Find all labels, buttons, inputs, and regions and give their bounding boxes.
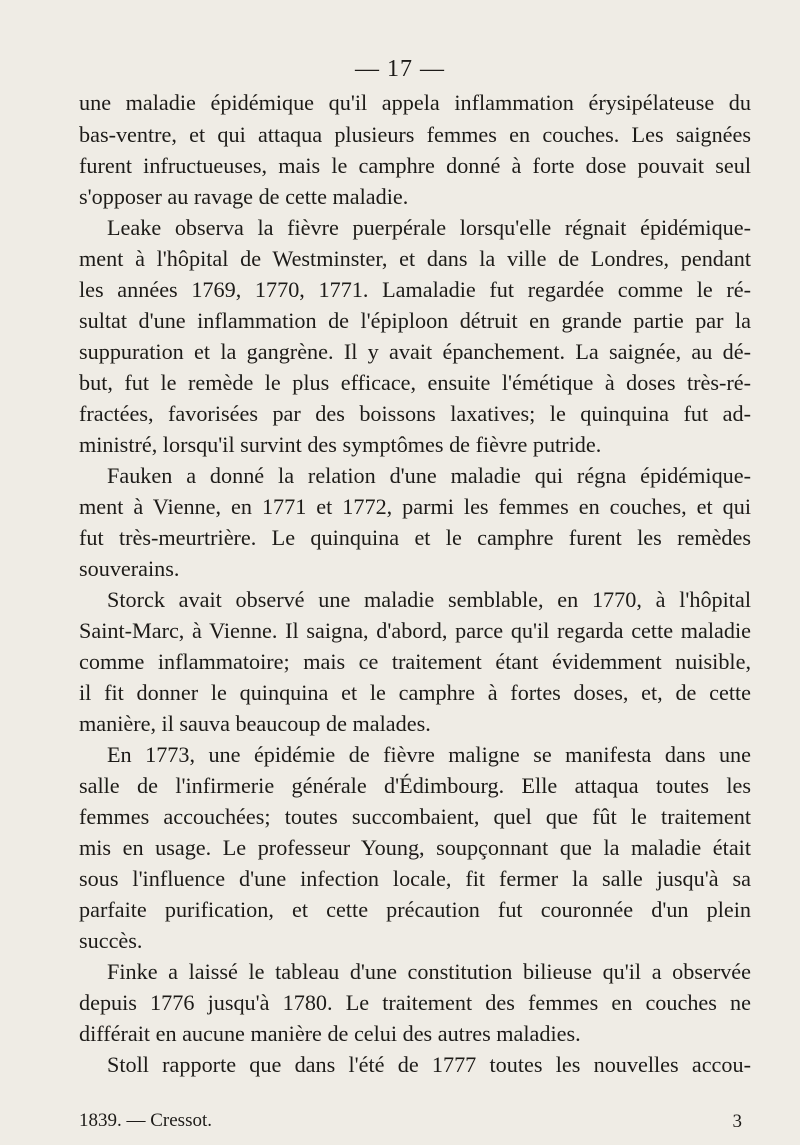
text-line-15: fut très-meurtrière. Le quinquina et le camphre furent les remèdes [79,525,751,550]
text-line-7: les années 1769, 1770, 1771. Lamaladie fut regardée comme le ré- [79,277,751,302]
text-line-13: Fauken a donné la relation d'une maladie qui régna épidémique- [107,463,751,488]
text-line-23: salle de l'infirmerie générale d'Édimbourg. Elle attaqua toutes les [79,773,751,798]
text-line-22: En 1773, une épidémie de fièvre maligne se manifesta dans une [107,742,751,767]
text-line-1: une maladie épidémique qu'il appela inflammation érysipélateuse du [79,90,751,115]
text-line-29: Finke a laissé le tableau d'une constitution bilieuse qu'il a observée [107,959,751,984]
text-line-27: parfaite purification, et cette précaution fut couronnée d'un plein [79,897,751,922]
text-line-20: il fit donner le quinquina et le camphre à fortes doses, et, de cette [79,680,751,705]
page-footer [79,1108,759,1134]
text-line-32: Stoll rapporte que dans l'été de 1777 toutes les nouvelles accou- [107,1052,751,1077]
text-line-9: suppuration et la gangrène. Il y avait épanchement. La saignée, au dé- [79,339,751,364]
text-line-25: mis en usage. Le professeur Young, soupçonnant que la maladie était [79,835,751,860]
text-line-14: ment à Vienne, en 1771 et 1772, parmi les femmes en couches, et qui [79,494,751,519]
text-line-6: ment à l'hôpital de Westminster, et dans la ville de Londres, pendant [79,246,751,271]
text-line-30: depuis 1776 jusqu'à 1780. Le traitement des femmes en couches ne [79,990,751,1015]
text-line-28: succès. [79,928,143,953]
text-line-18: Saint-Marc, à Vienne. Il saigna, d'abord, parce qu'il regarda cette maladie [79,618,751,643]
text-line-19: comme inflammatoire; mais ce traitement étant évidemment nuisible, [79,649,751,674]
text-line-10: but, fut le remède le plus efficace, ensuite l'émétique à doses très-ré- [79,370,751,395]
text-line-21: manière, il sauva beaucoup de malades. [79,711,431,736]
text-line-31: différait en aucune manière de celui des autres maladies. [79,1021,581,1046]
text-line-8: sultat d'une inflammation de l'épiploon détruit en grande partie par la [79,308,751,333]
page-number-header: — 17 — [355,56,445,82]
text-line-4: s'opposer au ravage de cette maladie. [79,184,409,209]
text-line-11: fractées, favorisées par des boissons laxatives; le quinquina fut ad- [79,401,751,426]
text-line-26: sous l'influence d'une infection locale, fit fermer la salle jusqu'à sa [79,866,751,891]
text-line-24: femmes accouchées; toutes succombaient, quel que fût le traitement [79,804,751,829]
text-line-12: ministré, lorsqu'il survint des symptômes de fièvre putride. [79,432,602,457]
text-line-3: furent infructueuses, mais le camphre donné à forte dose pouvait seul [79,153,751,178]
text-line-17: Storck avait observé une maladie semblable, en 1770, à l'hôpital [107,587,751,612]
text-line-5: Leake observa la fièvre puerpérale lorsqu'elle régnait épidémique- [107,215,751,240]
text-line-16: souverains. [79,556,180,581]
text-line-2: bas-ventre, et qui attaqua plusieurs femmes en couches. Les saignées [79,122,751,147]
sheet-number: 3 [732,1111,742,1132]
footer-signature: 1839. — Cressot. [79,1110,212,1131]
